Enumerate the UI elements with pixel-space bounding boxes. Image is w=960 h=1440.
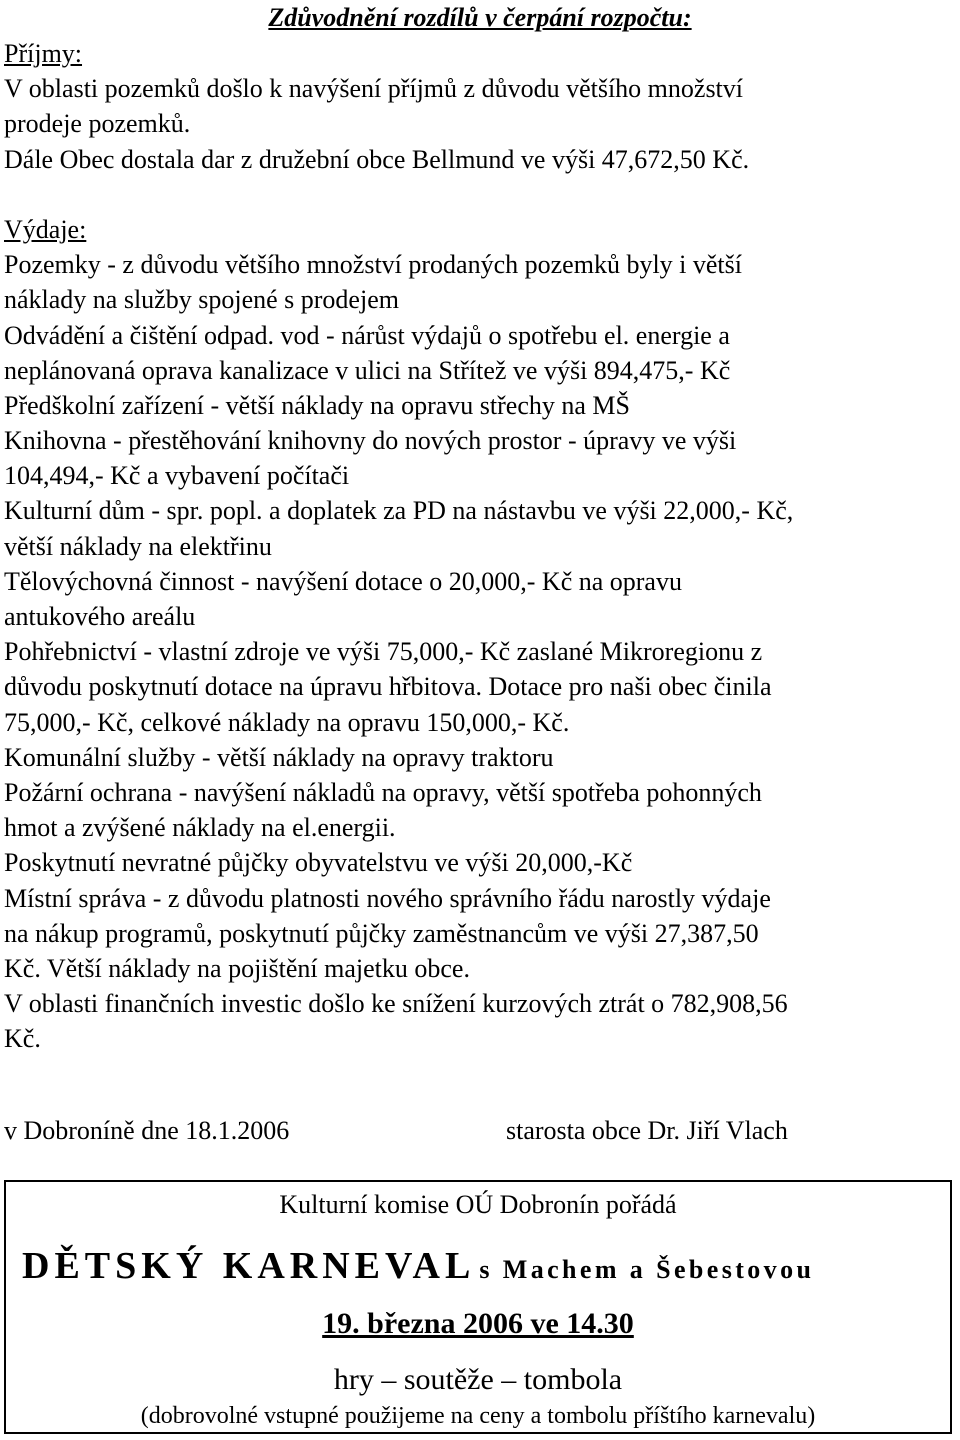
document-body: [4, 36, 956, 1056]
body-line: Požární ochrana - navýšení nákladů na opravy, větší spotřeba pohonných: [4, 777, 762, 807]
body-line: Komunální služby - větší náklady na opravy traktoru: [4, 742, 554, 772]
income-heading: Příjmy:: [4, 39, 83, 68]
body-line: neplánovaná oprava kanalizace v ulici na Střítež ve výši 894,475,- Kč: [4, 355, 731, 385]
event-guests: s Machem a Šebestovou: [479, 1255, 815, 1284]
event-date-time: 19. března 2006 ve 14.30: [322, 1307, 634, 1340]
signature-place-date: v Dobroníně dne 18.1.2006: [4, 1116, 290, 1145]
event-organizer: Kulturní komise OÚ Dobronín pořádá: [279, 1190, 677, 1219]
body-line: Kulturní dům - spr. popl. a doplatek za PD na nástavbu ve výši 22,000,- Kč,: [4, 496, 794, 526]
body-line: Dále Obec dostala dar z družební obce Bellmund ve výši 47,672,50 Kč.: [4, 144, 750, 174]
body-line: Místní správa - z důvodu platnosti nového správního řádu narostly výdaje: [4, 883, 771, 913]
body-line: Kč. Větší náklady na pojištění majetku obce.: [4, 953, 470, 983]
body-line: Knihovna - přestěhování knihovny do nových prostor - úpravy ve výši: [4, 426, 737, 456]
body-line: hmot a zvýšené náklady na el.energii.: [4, 813, 396, 843]
document-title: Zdůvodnění rozdílů v čerpání rozpočtu:: [268, 3, 692, 32]
body-line: Poskytnutí nevratné půjčky obyvatelstvu ve výši 20,000,-Kč: [4, 848, 633, 878]
body-line: Kč.: [4, 1024, 41, 1054]
body-line: na nákup programů, poskytnutí půjčky zaměstnancům ve výši 27,387,50: [4, 918, 759, 948]
body-line: Pozemky - z důvodu většího množství prodaných pozemků byly i větší: [4, 250, 742, 280]
body-line: prodeje pozemků.: [4, 109, 191, 139]
event-activities: hry – soutěže – tombola: [333, 1363, 623, 1396]
signature-signer: starosta obce Dr. Jiří Vlach: [506, 1116, 788, 1145]
event-note: (dobrovolné vstupné použijeme na ceny a tombolu příštího karnevalu): [140, 1403, 816, 1429]
body-line: náklady na služby spojené s prodejem: [4, 285, 399, 315]
body-line: Tělovýchovná činnost - navýšení dotace o 20,000,- Kč na opravu: [4, 566, 682, 596]
body-line: V oblasti pozemků došlo k navýšení příjmů z důvodu většího množství: [4, 74, 744, 104]
expenses-heading: Výdaje:: [4, 214, 87, 244]
body-line: Předškolní zařízení - větší náklady na opravu střechy na MŠ: [4, 390, 630, 420]
body-line: důvodu poskytnutí dotace na úpravu hřbitova. Dotace pro naši obec činila: [4, 672, 772, 702]
body-line: 75,000,- Kč, celkové náklady na opravu 150,000,- Kč.: [4, 707, 570, 737]
body-line: antukového areálu: [4, 602, 196, 631]
event-title: [6, 1242, 960, 1298]
body-line: 104,494,- Kč a vybavení počítači: [4, 461, 350, 491]
body-line: Odvádění a čištění odpad. vod - nárůst výdajů o spotřebu el. energie a: [4, 320, 730, 350]
body-line: V oblasti finančních investic došlo ke snížení kurzových ztrát o 782,908,56: [4, 989, 788, 1019]
event-name: DĚTSKÝ KARNEVAL: [22, 1245, 476, 1287]
event-announcement-box: [4, 1180, 952, 1434]
blank-line: [4, 177, 956, 212]
body-line: Pohřebnictví - vlastní zdroje ve výši 75,000,- Kč zaslané Mikroregionu z: [4, 637, 763, 667]
body-line: větší náklady na elektřinu: [4, 531, 272, 561]
